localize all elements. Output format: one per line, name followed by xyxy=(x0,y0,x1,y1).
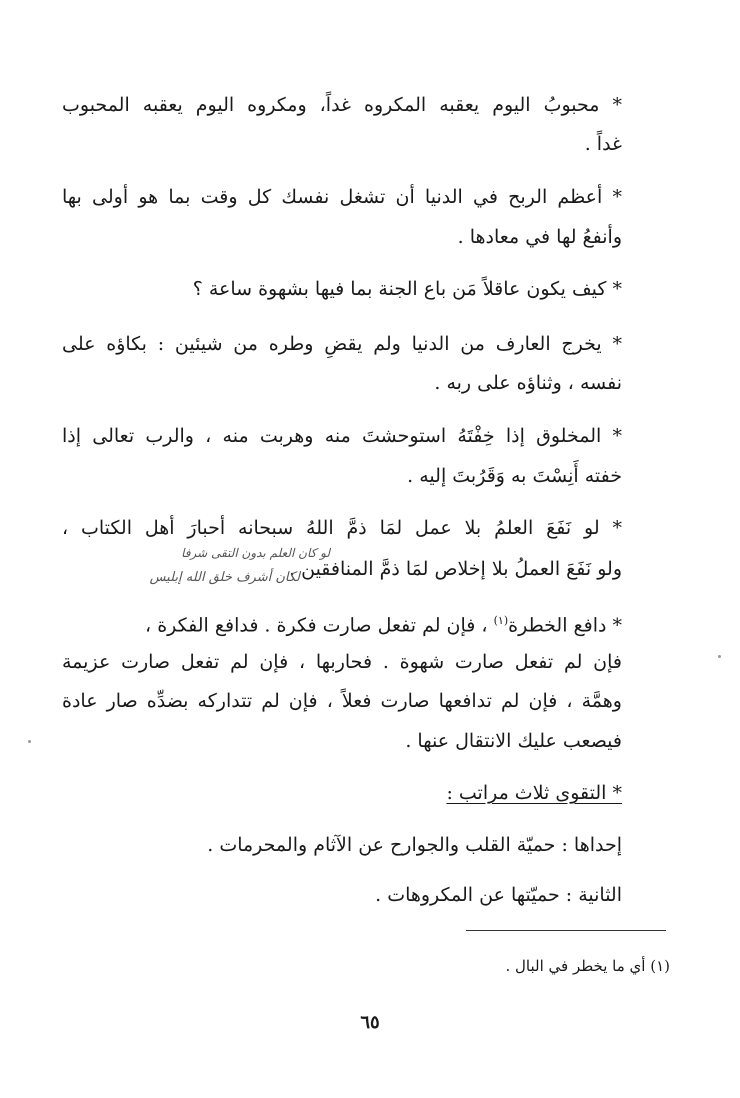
paragraph-7-line-1 xyxy=(145,608,622,638)
paragraph-1-line-2: غداً . xyxy=(584,133,622,155)
paragraph-2-line-2: وأنفعُ لها في معادها . xyxy=(457,226,622,248)
paragraph-1-line-1: * محبوبُ اليوم يعقبه المكروه غداً، ومكروه اليوم يعقبه المحبوب xyxy=(62,94,622,116)
footnote-divider xyxy=(466,930,666,931)
paragraph-7-line-4: فيصعب عليك الانتقال عنها . xyxy=(405,730,622,752)
handwritten-note-2: لكان أشرف خلق الله إبليس xyxy=(149,570,300,585)
paragraph-7-line-1-end: ، فإن لم تفعل صارت فكرة . فدافع الفكرة ، xyxy=(145,614,488,637)
paragraph-7-line-1-start: * دافع الخطرة xyxy=(508,614,622,637)
page-number: ٦٥ xyxy=(360,1012,380,1033)
paragraph-4-line-1: * يخرج العارف من الدنيا ولم يقضِ وطره من شيئين : بكاؤه على xyxy=(62,333,622,355)
taqwa-heading: * التقوى ثلاث مراتب : xyxy=(446,782,622,804)
paragraph-7-line-2: فإن لم تفعل صارت شهوة . فحاربها ، فإن لم تفعل صارت عزيمة xyxy=(62,651,622,673)
paragraph-8-line-3: الثانية : حميّتها عن المكروهات . xyxy=(375,884,622,906)
paragraph-8-line-1 xyxy=(446,780,622,806)
scan-speck xyxy=(28,740,31,743)
paragraph-7-line-3: وهمَّة ، فإن لم تدافعها صارت فعلاً ، فإن لم تتداركه بضدِّه صار عادة xyxy=(62,690,622,712)
scan-speck xyxy=(718,655,721,658)
paragraph-5-line-1: * المخلوق إذا خِفْتَهُ استوحشتَ منه وهربت منه ، والرب تعالى إذا xyxy=(62,425,622,447)
footnote-text: (١) أي ما يخطر في البال . xyxy=(505,957,670,975)
paragraph-6-line-1: * لو نَفَعَ العلمُ بلا عمل لمَا ذمَّ اللهُ سبحانه أحبارَ أهل الكتاب ، xyxy=(62,517,622,539)
handwritten-note-1: لو كان العلم بدون التقى شرفا xyxy=(181,546,330,560)
paragraph-8-line-2: إحداها : حميّة القلب والجوارح عن الآثام والمحرمات . xyxy=(207,834,622,856)
paragraph-3-line-1: * كيف يكون عاقلاً مَن باع الجنة بما فيها بشهوة ساعة ؟ xyxy=(192,278,622,300)
paragraph-4-line-2: نفسه ، وثناؤه على ربه . xyxy=(434,372,622,394)
paragraph-2-line-1: * أعظم الربح في الدنيا أن تشغل نفسك كل وقت بما هو أولى بها xyxy=(62,186,622,208)
paragraph-5-line-2: خفته أَنِسْتَ به وَقَرُبتَ إليه . xyxy=(407,465,622,487)
footnote-marker: (١) xyxy=(493,614,509,627)
paragraph-6-line-2: ولو نَفَعَ العملُ بلا إخلاص لمَا ذمَّ المنافقين . xyxy=(289,558,622,580)
